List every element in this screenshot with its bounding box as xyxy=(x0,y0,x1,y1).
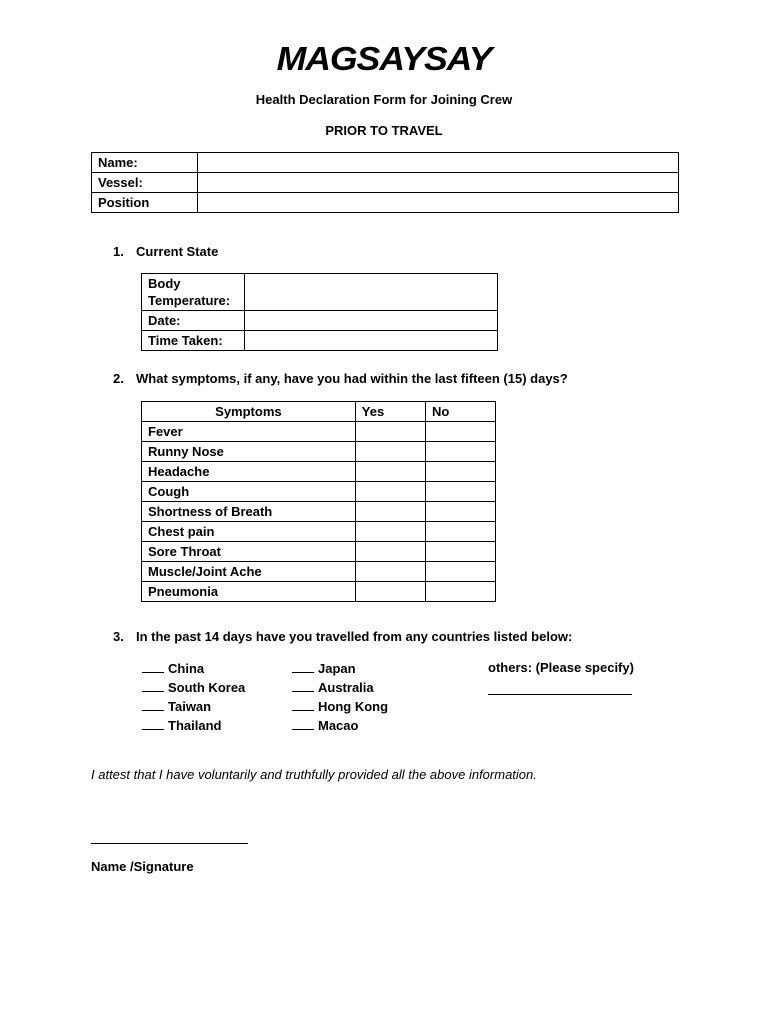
table-row xyxy=(142,562,496,582)
symptom-label: Sore Throat xyxy=(142,542,356,562)
section2-heading xyxy=(113,371,568,386)
yes-cell[interactable] xyxy=(355,542,425,562)
country-option-australia[interactable] xyxy=(292,679,374,695)
checkbox-blank[interactable] xyxy=(142,679,164,692)
yes-cell[interactable] xyxy=(355,502,425,522)
current-state-table xyxy=(141,273,498,351)
no-cell[interactable] xyxy=(426,522,496,542)
position-label: Position xyxy=(92,193,198,213)
no-cell[interactable] xyxy=(426,482,496,502)
yes-cell[interactable] xyxy=(355,482,425,502)
country-label: Hong Kong xyxy=(318,699,389,714)
checkbox-blank[interactable] xyxy=(142,717,164,730)
symptom-label: Fever xyxy=(142,422,356,442)
symptoms-column-header: Symptoms xyxy=(142,402,356,422)
symptom-label: Chest pain xyxy=(142,522,356,542)
section3-heading xyxy=(113,629,572,644)
country-label: China xyxy=(168,661,205,676)
symptom-label: Muscle/Joint Ache xyxy=(142,562,356,582)
others-label: others: (Please specify) xyxy=(488,660,634,675)
table-header-row xyxy=(142,402,496,422)
table-row xyxy=(142,522,496,542)
vessel-label: Vessel: xyxy=(92,173,198,193)
table-row xyxy=(142,311,498,331)
body-temperature-label: Body Temperature: xyxy=(142,274,245,311)
checkbox-blank[interactable] xyxy=(142,698,164,711)
date-label: Date: xyxy=(142,311,245,331)
table-row xyxy=(92,153,679,173)
country-option-japan[interactable] xyxy=(292,660,356,676)
table-row xyxy=(142,462,496,482)
table-row xyxy=(142,422,496,442)
time-taken-label: Time Taken: xyxy=(142,331,245,351)
position-field[interactable] xyxy=(198,193,679,213)
no-cell[interactable] xyxy=(426,502,496,522)
symptom-label: Runny Nose xyxy=(142,442,356,462)
checkbox-blank[interactable] xyxy=(292,679,314,692)
section2-number: 2. xyxy=(113,371,124,386)
checkbox-blank[interactable] xyxy=(142,660,164,673)
form-subtitle: PRIOR TO TRAVEL xyxy=(325,123,443,138)
personal-info-table xyxy=(91,152,679,213)
others-specify-field[interactable] xyxy=(488,694,632,695)
section1-heading xyxy=(113,244,218,259)
no-cell[interactable] xyxy=(426,422,496,442)
section1-number: 1. xyxy=(113,244,124,259)
no-cell[interactable] xyxy=(426,562,496,582)
table-row xyxy=(142,482,496,502)
section3-title: In the past 14 days have you travelled from any countries listed below: xyxy=(136,629,573,644)
checkbox-blank[interactable] xyxy=(292,660,314,673)
table-row xyxy=(92,193,679,213)
date-field[interactable] xyxy=(245,311,498,331)
table-row xyxy=(142,502,496,522)
company-logo: MAGSAYSAY xyxy=(276,40,492,77)
country-option-thailand[interactable] xyxy=(142,717,221,733)
country-option-macao[interactable] xyxy=(292,717,358,733)
table-row xyxy=(142,582,496,602)
country-label: Japan xyxy=(318,661,356,676)
yes-cell[interactable] xyxy=(355,582,425,602)
yes-cell[interactable] xyxy=(355,562,425,582)
symptom-label: Cough xyxy=(142,482,356,502)
no-cell[interactable] xyxy=(426,442,496,462)
signature-field[interactable] xyxy=(91,843,248,844)
table-row xyxy=(92,173,679,193)
no-column-header: No xyxy=(426,402,496,422)
yes-cell[interactable] xyxy=(355,442,425,462)
country-option-hong-kong[interactable] xyxy=(292,698,388,714)
time-taken-field[interactable] xyxy=(245,331,498,351)
country-label: Thailand xyxy=(168,718,222,733)
yes-cell[interactable] xyxy=(355,462,425,482)
country-option-south-korea[interactable] xyxy=(142,679,245,695)
no-cell[interactable] xyxy=(426,542,496,562)
symptoms-table xyxy=(141,401,496,602)
section1-title: Current State xyxy=(136,244,219,259)
country-label: Australia xyxy=(318,680,374,695)
table-row xyxy=(142,274,498,311)
section2-title: What symptoms, if any, have you had within the last fifteen (15) days? xyxy=(136,371,568,386)
country-label: South Korea xyxy=(168,680,246,695)
form-title: Health Declaration Form for Joining Crew xyxy=(255,92,513,107)
name-field[interactable] xyxy=(198,153,679,173)
checkbox-blank[interactable] xyxy=(292,717,314,730)
vessel-field[interactable] xyxy=(198,173,679,193)
yes-column-header: Yes xyxy=(355,402,425,422)
country-label: Taiwan xyxy=(168,699,212,714)
country-option-china[interactable] xyxy=(142,660,204,676)
body-temperature-field[interactable] xyxy=(245,274,498,311)
signature-label: Name /Signature xyxy=(91,859,194,874)
symptom-label: Shortness of Breath xyxy=(142,502,356,522)
checkbox-blank[interactable] xyxy=(292,698,314,711)
symptom-label: Headache xyxy=(142,462,356,482)
symptom-label: Pneumonia xyxy=(142,582,356,602)
name-label: Name: xyxy=(92,153,198,173)
country-option-taiwan[interactable] xyxy=(142,698,211,714)
yes-cell[interactable] xyxy=(355,522,425,542)
section3-number: 3. xyxy=(113,629,124,644)
attestation-text: I attest that I have voluntarily and truthfully provided all the above information. xyxy=(91,767,537,782)
table-row xyxy=(142,442,496,462)
no-cell[interactable] xyxy=(426,582,496,602)
table-row xyxy=(142,331,498,351)
no-cell[interactable] xyxy=(426,462,496,482)
table-row xyxy=(142,542,496,562)
yes-cell[interactable] xyxy=(355,422,425,442)
country-label: Macao xyxy=(318,718,359,733)
